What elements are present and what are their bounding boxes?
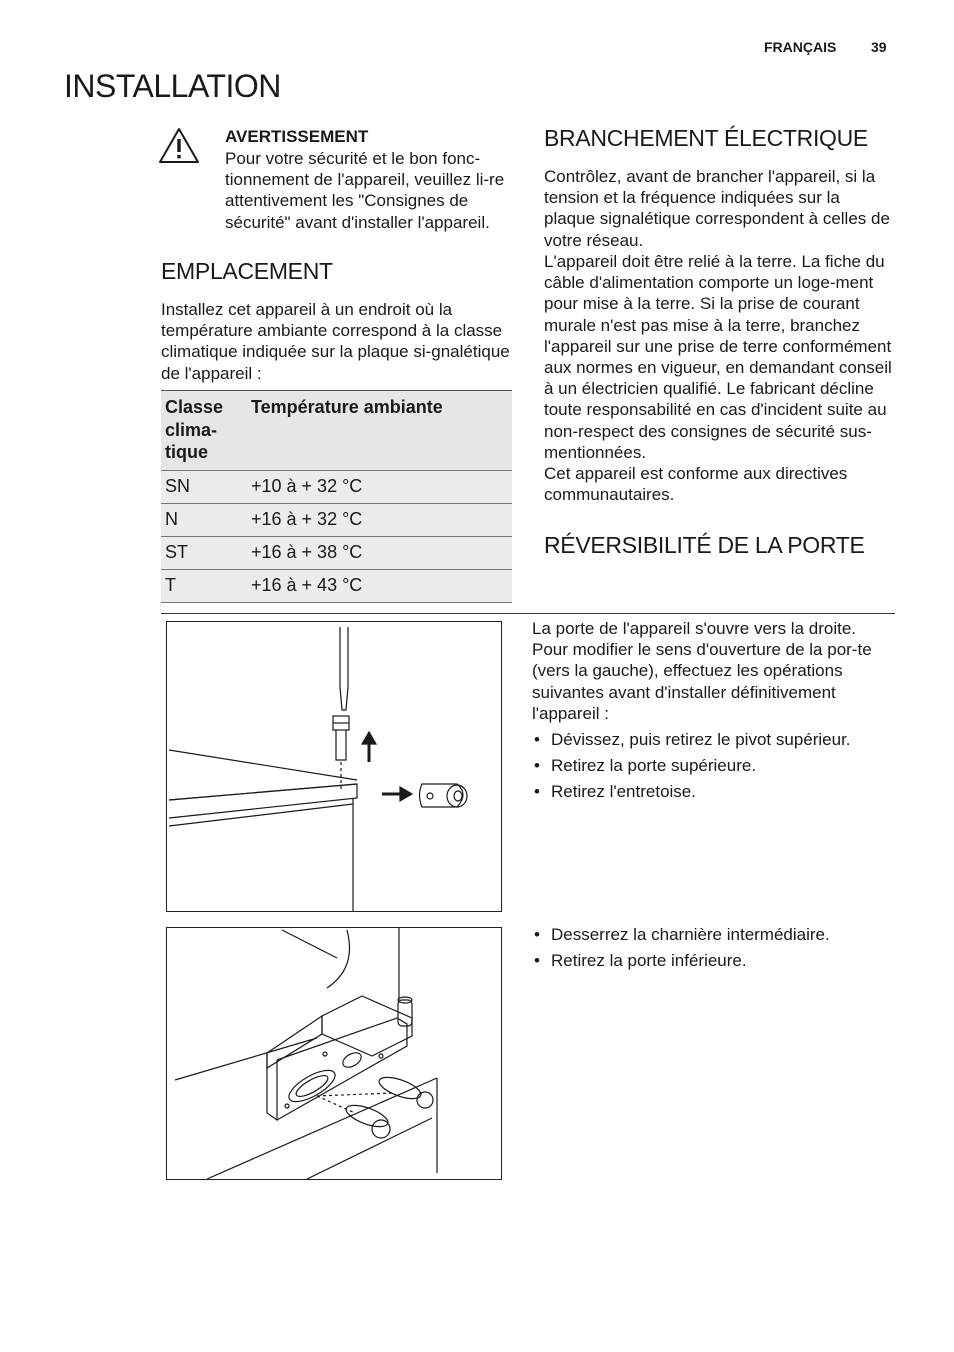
page-number: 39	[871, 39, 887, 55]
upper-pivot-illustration	[166, 621, 502, 912]
branchement-paragraph-3: Cet appareil est conforme aux directives communautaires.	[544, 464, 848, 505]
table-header-row	[161, 391, 512, 471]
page-title: INSTALLATION	[64, 68, 281, 104]
steps-list-lower	[532, 924, 892, 976]
warning-text: Pour votre sécurité et le bon fonc-tionnement de l'appareil, veuillez li-re attentivement les "Consignes de sécurité" avant d'installer l'appareil.	[225, 149, 505, 232]
branchement-heading: BRANCHEMENT ÉLECTRIQUE	[544, 125, 868, 151]
table-row	[161, 569, 512, 602]
table-cell-temperature: +10 à + 32 °C	[247, 470, 512, 503]
table-cell-class: SN	[161, 470, 247, 503]
list-item: • Retirez l'entretoise.	[532, 781, 892, 802]
warning-triangle-icon	[158, 126, 200, 164]
header-language: FRANÇAIS	[764, 39, 837, 55]
section-divider	[161, 613, 895, 614]
branchement-paragraph-1: Contrôlez, avant de brancher l'appareil, si la tension et la fréquence indiquées sur la plaque signalétique correspondent à celles de votre réseau.	[544, 167, 890, 250]
table-cell-class: T	[161, 569, 247, 602]
table-cell-class: N	[161, 503, 247, 536]
reversibilite-heading: RÉVERSIBILITÉ DE LA PORTE	[544, 532, 865, 558]
table-row	[161, 536, 512, 569]
emplacement-text: Installez cet appareil à un endroit où la température ambiante correspond à la classe climatique indiquée sur la plaque si-gnalétique de l'appareil :	[161, 300, 510, 383]
list-item: • Desserrez la charnière intermédiaire.	[532, 924, 892, 945]
table-cell-class: ST	[161, 536, 247, 569]
table-cell-temperature: +16 à + 32 °C	[247, 503, 512, 536]
table-cell-temperature: +16 à + 43 °C	[247, 569, 512, 602]
list-item: • Retirez la porte supérieure.	[532, 755, 892, 776]
table-row	[161, 470, 512, 503]
climate-class-table	[161, 390, 512, 603]
middle-hinge-illustration	[166, 927, 502, 1180]
table-cell-temperature: +16 à + 38 °C	[247, 536, 512, 569]
branchement-paragraph-2: L'appareil doit être relié à la terre. La fiche du câble d'alimentation comporte un loge-ment pour mise à la terre. Si la prise de courant murale n'est pas mise à la terre, branchez l'appareil sur une prise de terre conformément aux normes en vigueur, en demandant conseil à un électricien qualifié. Le fabricant décline toute responsabilité en cas d'incident suite au non-respect des consignes de sécurité sus-mentionnées.	[544, 252, 892, 462]
emplacement-heading: EMPLACEMENT	[161, 258, 333, 284]
warning-title: AVERTISSEMENT	[225, 127, 369, 146]
column-header-class: Classe clima-tique	[161, 391, 247, 471]
reversibilite-text: La porte de l'appareil s'ouvre vers la droite. Pour modifier le sens d'ouverture de la por-te (vers la gauche), effectuez les opérations suivantes avant d'installer définitivement l'appareil :	[532, 619, 872, 723]
list-item: • Retirez la porte inférieure.	[532, 950, 892, 971]
list-item: • Dévissez, puis retirez le pivot supérieur.	[532, 729, 892, 750]
table-row	[161, 503, 512, 536]
column-header-temperature: Température ambiante	[247, 391, 512, 471]
steps-list-upper	[532, 729, 892, 807]
